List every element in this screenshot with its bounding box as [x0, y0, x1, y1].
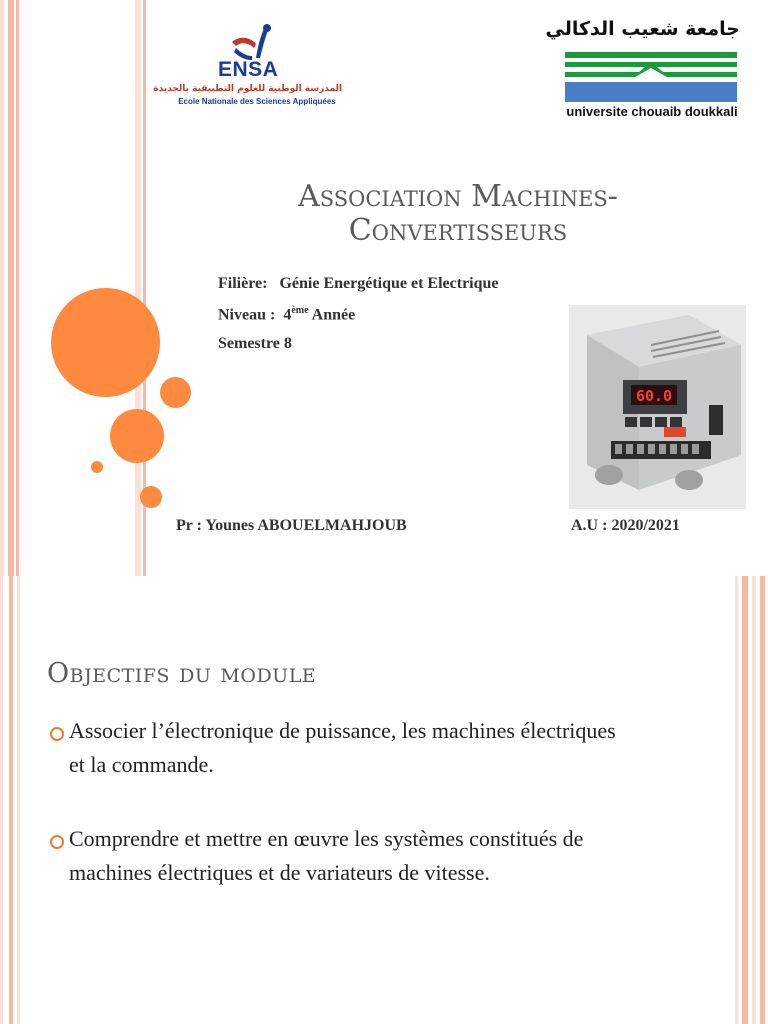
bullet-circle-icon — [50, 727, 64, 741]
ensa-arabic-name: المدرسة الوطنية للعلوم التطبيقية بالجديدة — [153, 84, 342, 94]
niveau-label: Niveau : — [218, 306, 276, 324]
niveau-superscript: ème — [291, 305, 309, 316]
decorative-stripe — [17, 576, 20, 1024]
filiere-value: Génie Energétique et Electrique — [279, 275, 499, 292]
decorative-stripe — [735, 576, 738, 1024]
academic-year: A.U : 2020/2021 — [571, 517, 680, 534]
filiere-label: Filière: — [218, 275, 268, 292]
decorative-stripe — [16, 0, 19, 576]
decorative-stripe — [760, 576, 765, 1024]
ensa-logo-name: ENSA — [218, 58, 279, 81]
decorative-circle — [160, 377, 191, 408]
decorative-circle — [140, 486, 162, 508]
ensa-french-name: Ecole Nationale des Sciences Appliquées — [178, 97, 336, 106]
ucd-arabic-name: جامعة شعيب الدكالي — [545, 18, 740, 40]
decorative-stripe — [0, 576, 3, 1024]
decorative-circle — [110, 409, 164, 463]
decorative-stripe — [9, 576, 13, 1024]
niveau-line — [218, 305, 355, 324]
slide-title — [200, 180, 716, 248]
decorative-circle — [91, 461, 103, 473]
decorative-stripe — [135, 0, 141, 576]
drive-display-readout: 60.0 — [635, 387, 673, 405]
title-line-2: Convertisseurs — [348, 213, 568, 248]
decorative-stripe — [8, 0, 14, 576]
niveau-number: 4 — [283, 306, 292, 324]
decorative-stripe — [0, 0, 4, 576]
niveau-value: Année — [311, 306, 356, 324]
semestre-line: Semestre 8 — [218, 335, 292, 352]
slide-title: Objectifs du module — [47, 658, 317, 689]
ucd-logo-emblem — [565, 50, 737, 110]
decorative-stripe — [752, 576, 756, 1024]
decorative-stripe — [742, 576, 748, 1024]
professor-name: Pr : Younes ABOUELMAHJOUB — [176, 517, 407, 534]
variable-speed-drive-image — [569, 305, 746, 509]
decorative-circle — [51, 288, 160, 397]
title-line-1: Association Machines- — [298, 179, 618, 214]
filiere-line — [218, 275, 499, 293]
objective-item: Comprendre et mettre en œuvre les systèmes constitués de machines électriques et de variateurs de vitesse. — [69, 826, 584, 885]
ucd-latin-name: universite chouaib doukkali — [566, 104, 738, 119]
bullet-circle-icon — [50, 835, 64, 849]
objectives-slide — [0, 576, 768, 1024]
objective-item: Associer l’électronique de puissance, les machines électriques et la commande. — [69, 718, 616, 777]
